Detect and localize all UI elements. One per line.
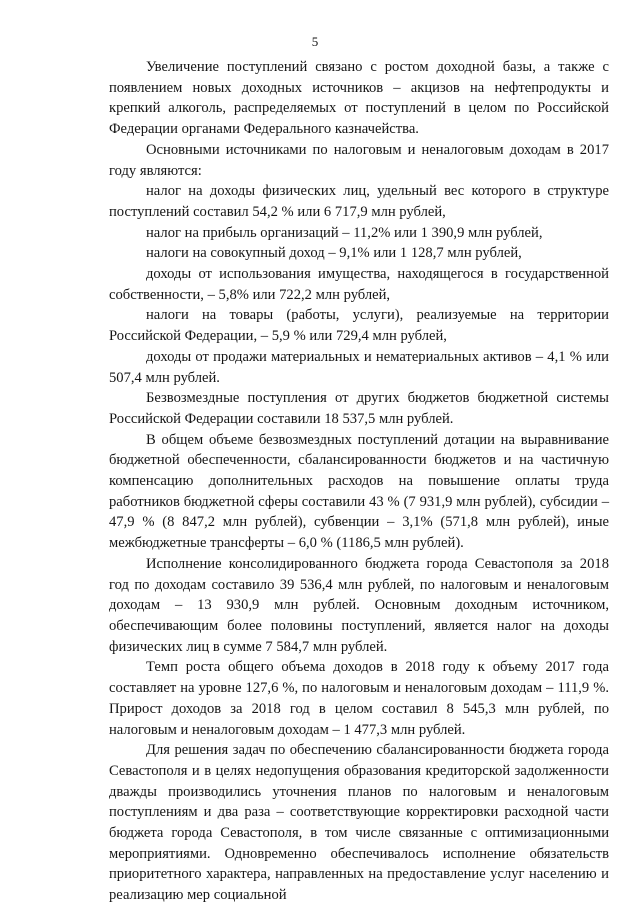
paragraph: Темп роста общего объема доходов в 2018 году к объему 2017 года составляет на уровне 127,6 %, по налоговым и неналоговым доходам – 111,9 %. Прирост доходов за 2018 год в целом составил 8 545,3 млн рублей, по налоговым и неналоговым доходам – 1 477,3 млн рублей.	[109, 659, 609, 738]
paragraph: налог на доходы физических лиц, удельный вес которого в структуре поступлений составил 54,2 % или 6 717,9 млн рублей,	[109, 183, 609, 220]
paragraph: Увеличение поступлений связано с ростом доходной базы, а также с появлением новых доходных источников – акцизов на нефтепродукты и крепкий алкоголь, распределяемых от поступлений в целом по Российской Федерации органами Федерального казначейства.	[109, 59, 609, 138]
document-body	[109, 57, 609, 906]
paragraph: В общем объеме безвозмездных поступлений дотации на выравнивание бюджетной обеспеченности, сбалансированности бюджетов и на частичную компенсацию дополнительных расходов на повышение оплаты труда работников бюджетной сферы составили 43 % (7 931,9 млн рублей), субсидии – 47,9 % (8 847,2 млн рублей), субвенции – 3,1% (571,8 млн рублей), иные межбюджетные трансферты – 6,0 % (1186,5 млн рублей).	[109, 431, 609, 552]
paragraph: Безвозмездные поступления от других бюджетов бюджетной системы Российской Федерации составили 18 537,5 млн рублей.	[109, 390, 609, 427]
paragraph: налоги на совокупный доход – 9,1% или 1 128,7 млн рублей,	[146, 245, 522, 262]
page-number: 5	[311, 34, 319, 49]
paragraph: Основными источниками по налоговым и неналоговым доходам в 2017 году являются:	[109, 141, 609, 179]
paragraph: доходы от продажи материальных и нематериальных активов – 4,1 % или 507,4 млн рублей.	[109, 348, 609, 386]
paragraph: налог на прибыль организаций – 11,2% или 1 390,9 млн рублей,	[146, 224, 543, 241]
paragraph: Исполнение консолидированного бюджета города Севастополя за 2018 год по доходам составило 39 536,4 млн рублей, по налоговым и неналоговым доходам – 13 930,9 млн рублей. Основным доходным источником, обеспечивающим более половины поступлений, является налог на доходы физических лиц в сумме 7 584,7 млн рублей.	[109, 555, 609, 655]
paragraph: Для решения задач по обеспечению сбалансированности бюджета города Севастополя и в целях недопущения образования кредиторской задолженности дважды производились уточнения планов по налоговым и неналоговым поступлениям и два раза – соответствующие корректировки расходной части бюджета города Севастополя, в том числе связанные с оптимизационными мероприятиями. Одновременно обеспечивалось исполнение обязательств приоритетного характера, направленных на предоставление услуг населению и реализацию мер социальной	[109, 742, 609, 904]
paragraph: налоги на товары (работы, услуги), реализуемые на территории Российской Федерации, – 5,9 % или 729,4 млн рублей,	[109, 307, 609, 345]
paragraph: доходы от использования имущества, находящегося в государственной собственности, – 5,8% или 722,2 млн рублей,	[109, 266, 609, 303]
